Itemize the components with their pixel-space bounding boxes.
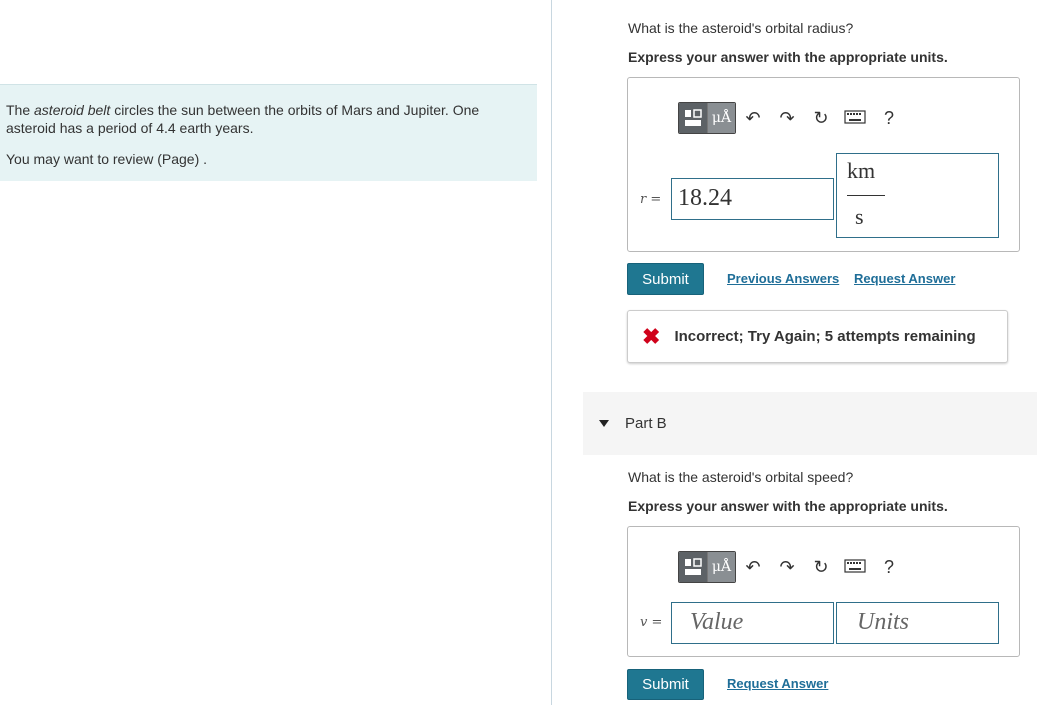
templates-icon[interactable]: [679, 103, 707, 133]
reset-icon[interactable]: ↻: [813, 107, 829, 128]
part-a-question: What is the asteroid's orbital radius?: [628, 20, 854, 36]
part-b-title: Part B: [625, 415, 667, 432]
part-b-header[interactable]: [583, 392, 1037, 455]
part-b-answer-box: [627, 526, 1020, 657]
help-icon[interactable]: ?: [883, 556, 894, 577]
redo-icon[interactable]: ↷: [779, 556, 795, 577]
part-a-answer-box: [627, 77, 1020, 252]
templates-icon[interactable]: [679, 552, 707, 582]
review-text[interactable]: You may want to review (Page) .: [6, 151, 208, 167]
part-b-toolbar: [678, 549, 906, 585]
unit-numerator: km: [847, 158, 876, 183]
problem-text: The asteroid belt circles the sun between the orbits of Mars and Jupiter. One asteroid has a period of 4.4 earth years.: [6, 102, 480, 136]
previous-answers-link[interactable]: Previous Answers: [727, 271, 840, 286]
collapse-triangle-icon[interactable]: [599, 420, 609, 427]
part-a-submit-button[interactable]: Submit: [627, 263, 704, 295]
keyboard-icon[interactable]: [838, 108, 872, 129]
keyboard-icon[interactable]: [838, 557, 872, 578]
part-a-units-input[interactable]: [836, 153, 999, 238]
part-a-request-answer-link[interactable]: Request Answer: [854, 271, 956, 286]
feedback-text: Incorrect; Try Again; 5 attempts remaining: [674, 328, 976, 345]
asteroid-belt-term: asteroid belt: [34, 102, 111, 118]
part-b-request-answer-link[interactable]: Request Answer: [727, 676, 829, 691]
part-a-instruction: Express your answer with the appropriate units.: [628, 49, 948, 65]
redo-icon[interactable]: ↷: [779, 107, 795, 128]
units-icon[interactable]: μÅ: [707, 103, 735, 133]
part-b-question: What is the asteroid's orbital speed?: [628, 469, 854, 485]
part-a-value-input[interactable]: 18.24: [671, 178, 834, 220]
incorrect-icon: ✖: [642, 323, 661, 349]
undo-icon[interactable]: ↶: [745, 107, 761, 128]
part-b-submit-button[interactable]: Submit: [627, 669, 704, 700]
part-b-units-input[interactable]: Units: [836, 602, 999, 644]
feedback-message: [627, 310, 1008, 363]
answer-pane: [553, 0, 1037, 705]
part-b-variable-label: v =: [640, 615, 663, 630]
part-a-toolbar: [678, 100, 906, 136]
problem-intro: [0, 84, 537, 181]
part-b-value-input[interactable]: Value: [671, 602, 834, 644]
unit-denominator: s: [855, 204, 864, 229]
part-a-variable-label: r =: [640, 192, 662, 207]
part-b-instruction: Express your answer with the appropriate units.: [628, 498, 948, 514]
fraction-bar: [847, 195, 885, 196]
units-icon[interactable]: μÅ: [707, 552, 735, 582]
template-button-group: [678, 102, 736, 134]
reset-icon[interactable]: ↻: [813, 556, 829, 577]
help-icon[interactable]: ?: [883, 107, 894, 128]
undo-icon[interactable]: ↶: [745, 556, 761, 577]
template-button-group: [678, 551, 736, 583]
